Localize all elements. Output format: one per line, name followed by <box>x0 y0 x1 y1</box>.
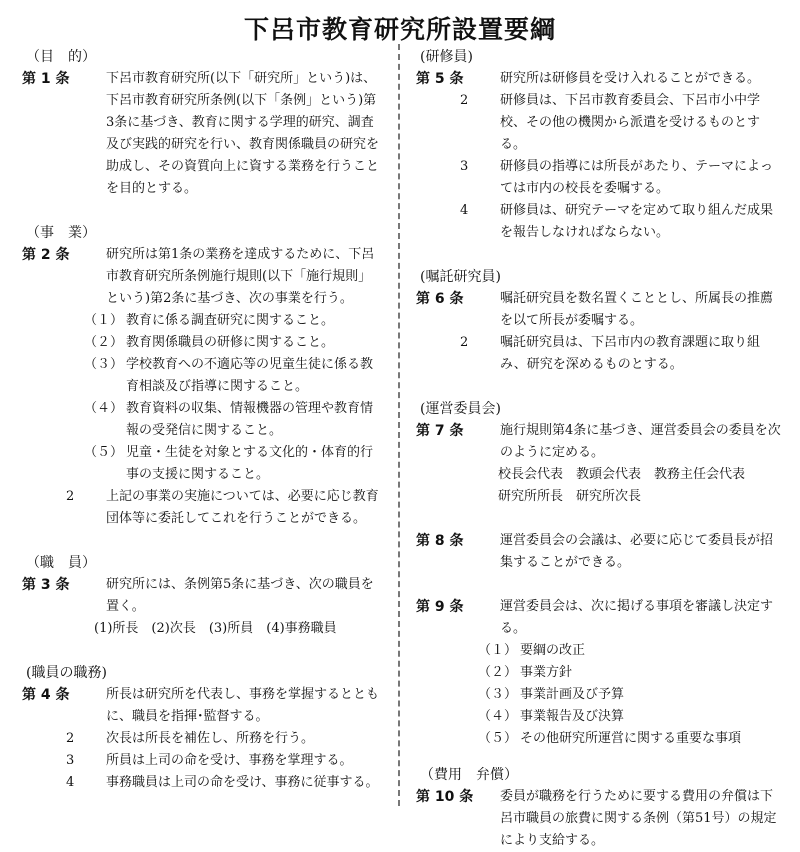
list-item <box>420 662 782 684</box>
article-number: 第 2 条 <box>22 247 70 263</box>
item-number: （１） <box>478 643 518 658</box>
section-heading: （職 員） <box>26 555 96 571</box>
item-number: （５） <box>84 445 124 460</box>
article-8 <box>416 530 782 574</box>
article-text: 嘱託研究員を数名置くこととし、所属長の推薦を以て所長が委嘱する。 <box>500 291 774 328</box>
paragraph-2 <box>420 332 782 376</box>
paragraph-text: 嘱託研究員は、下呂市内の教育課題に取り組み、研究を深めるものとする。 <box>500 335 761 372</box>
section-staff-duties <box>22 662 381 794</box>
item-number: （５） <box>478 731 518 746</box>
item-text: 教育に係る調査研究に関すること。 <box>126 313 335 328</box>
item-text: 要綱の改正 <box>520 643 586 658</box>
list-item <box>420 640 782 662</box>
section-heading: （費用 弁償） <box>420 767 518 783</box>
item-text: その他研究所運営に関する重要な事項 <box>520 731 742 746</box>
committee-members: 校長会代表 教頭会代表 教務主任会代表 <box>498 467 746 482</box>
column-divider <box>398 44 400 806</box>
section-heading: (運営委員会) <box>420 401 501 417</box>
article-number: 第 9 条 <box>416 599 464 615</box>
article-5 <box>416 68 782 90</box>
paragraph-text: 事務職員は上司の命を受け、事務に従事する。 <box>106 775 379 790</box>
paragraph-text: 上記の事業の実施については、必要に応じ教育団体等に委託してこれを行うことができる。 <box>106 489 379 526</box>
paragraph <box>420 90 782 156</box>
item-number: （１） <box>84 313 124 328</box>
article-9 <box>416 596 782 640</box>
paragraph-number: 4 <box>66 775 75 790</box>
article-text: 施行規則第4条に基づき、運営委員会の委員を次のように定める。 <box>500 423 781 460</box>
paragraph-number: 3 <box>460 159 469 174</box>
item-text: 児童・生徒を対象とする文化的・体育的行事の支援に関すること。 <box>126 445 374 482</box>
paragraph <box>26 750 381 772</box>
paragraph-number: 2 <box>66 731 75 746</box>
committee-members: 研究所所長 研究所次長 <box>498 489 642 504</box>
section-heading: (職員の職務) <box>26 665 107 681</box>
article-text: 研究所は第1条の業務を達成するために、下呂市教育研究所条例施行規則(以下「施行規則」という)第2条に基づき、次の事業を行う。 <box>106 247 375 306</box>
section-expenses <box>416 764 782 852</box>
item-text: 教育関係職員の研修に関すること。 <box>126 335 335 350</box>
list-item <box>26 332 381 354</box>
article-number: 第 3 条 <box>22 577 70 593</box>
list-item <box>420 706 782 728</box>
article-number: 第 6 条 <box>416 291 464 307</box>
section-heading: （事 業） <box>26 225 96 241</box>
item-text: 事業報告及び決算 <box>520 709 625 724</box>
item-number: （４） <box>478 709 518 724</box>
paragraph-number: 3 <box>66 753 75 768</box>
article-6 <box>416 288 782 332</box>
item-text: 教育資料の収集、情報機器の管理や教育情報の受発信に関すること。 <box>126 401 374 438</box>
article-7 <box>416 420 782 464</box>
paragraph <box>420 156 782 200</box>
article-number: 第 7 条 <box>416 423 464 439</box>
section-trainees <box>416 46 782 244</box>
article-text: 運営委員会は、次に掲げる事項を審議し決定する。 <box>500 599 774 636</box>
paragraph-2 <box>26 486 381 530</box>
section-heading: (嘱託研究員) <box>420 269 501 285</box>
paragraph <box>26 728 381 750</box>
article-3 <box>22 574 381 618</box>
article-text: 委員が職務を行うために要する費用の弁償は下呂市職員の旅費に関する条例（第51号）の規定により支給する。 <box>500 789 777 848</box>
paragraph-number: 4 <box>460 203 469 218</box>
article-2 <box>22 244 381 310</box>
article-number: 第 10 条 <box>416 789 474 805</box>
article-text: 下呂市教育研究所(以下「研究所」という)は、下呂市教育研究所条例(以下「条例」という)第3条に基づき、教育に関する学理的研究、調査及び実践的研究を行い、教育関係職員の研究を助成し、その資質向上に資する業務を行うことを目的とする。 <box>106 71 380 196</box>
item-number: （２） <box>478 665 518 680</box>
item-number: （４） <box>84 401 124 416</box>
list-item <box>420 728 782 750</box>
article-text: 研究所には、条例第5条に基づき、次の職員を置く。 <box>106 577 374 614</box>
article-number: 第 1 条 <box>22 71 70 87</box>
article-4 <box>22 684 381 728</box>
paragraph-text: 研修員は、下呂市教育委員会、下呂市小中学校、その他の機関から派遣を受けるものとする。 <box>500 93 761 152</box>
item-text: 事業計画及び予算 <box>520 687 625 702</box>
article-text: 研究所は研修員を受け入れることができる。 <box>500 71 761 86</box>
section-purpose <box>22 46 381 200</box>
left-column <box>22 46 381 794</box>
list-item <box>26 442 381 486</box>
section-staff <box>22 552 381 640</box>
list-item <box>26 398 381 442</box>
article-number: 第 4 条 <box>22 687 70 703</box>
article-number: 第 5 条 <box>416 71 464 87</box>
paragraph-text: 研修員は、研究テーマを定めて取り組んだ成果を報告しなければならない。 <box>500 203 774 240</box>
article-text: 運営委員会の会議は、必要に応じて委員長が招集することができる。 <box>500 533 774 570</box>
paragraph-number: 2 <box>460 93 469 108</box>
section-heading: （目 的） <box>26 49 96 65</box>
article-1 <box>22 68 381 200</box>
paragraph-text: 研修員の指導には所長があたり、テーマによっては市内の校長を委嘱する。 <box>500 159 774 196</box>
list-item <box>26 354 381 398</box>
section-commissioned-researchers <box>416 266 782 376</box>
document-title: 下呂市教育研究所設置要綱 <box>243 15 556 44</box>
item-number: （３） <box>478 687 518 702</box>
paragraph-text: 次長は所長を補佐し、所務を行う。 <box>106 731 315 746</box>
paragraph-number: 2 <box>460 335 469 350</box>
article-text: 所長は研究所を代表し、事務を掌握するとともに、職員を指揮･監督する。 <box>106 687 380 724</box>
article-number: 第 8 条 <box>416 533 464 549</box>
paragraph <box>420 200 782 244</box>
item-text: 学校教育への不適応等の児童生徒に係る教育相談及び指導に関すること。 <box>126 357 374 394</box>
section-article-9 <box>416 596 782 750</box>
staff-list: (1)所長 (2)次長 (3)所員 (4)事務職員 <box>94 621 337 636</box>
section-heading: (研修員) <box>420 49 473 65</box>
paragraph-text: 所員は上司の命を受け、事務を掌理する。 <box>106 753 353 768</box>
list-item <box>26 310 381 332</box>
item-number: （２） <box>84 335 124 350</box>
item-number: （３） <box>84 357 124 372</box>
article-10 <box>416 786 782 852</box>
section-article-8 <box>416 530 782 574</box>
paragraph-number: 2 <box>66 489 75 504</box>
section-business <box>22 222 381 530</box>
list-item <box>420 684 782 706</box>
section-steering-committee <box>416 398 782 508</box>
right-column <box>416 46 782 852</box>
item-text: 事業方針 <box>520 665 573 680</box>
paragraph <box>26 772 381 794</box>
